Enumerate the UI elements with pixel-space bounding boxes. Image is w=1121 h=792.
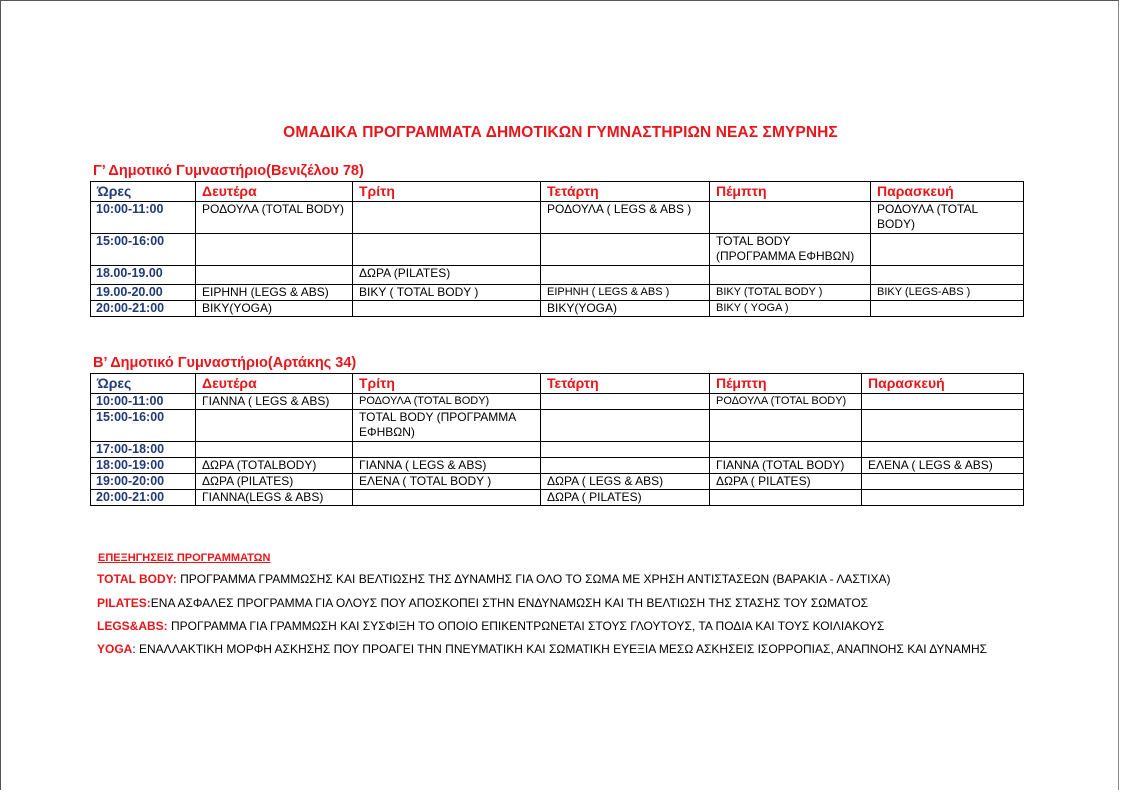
gym1-header-wednesday: Τετάρτη [541, 182, 710, 202]
class-cell [196, 442, 353, 458]
class-cell [541, 458, 710, 474]
class-cell: TOTAL BODY (ΠΡΟΓΡΑΜΜΑ ΕΦΗΒΩΝ) [710, 234, 871, 266]
class-cell [871, 266, 1024, 285]
class-cell: ΡΟΔΟΥΛΑ ( LEGS & ABS ) [541, 202, 710, 234]
time-cell: 18.00-19.00 [91, 266, 196, 285]
class-cell [353, 202, 541, 234]
class-cell: ΒΙΚΥ (TOTAL BODY ) [710, 285, 871, 301]
gym1-header-row [91, 182, 1024, 202]
time-cell: 10:00-11:00 [91, 394, 196, 410]
time-cell: 10:00-11:00 [91, 202, 196, 234]
explanation-text: ΠΡΟΓΡΑΜΜΑ ΓΙΑ ΓΡΑΜΜΩΣΗ ΚΑΙ ΣΥΣΦΙΞΗ ΤΟ ΟΠΟΙΟ ΕΠΙΚΕΝΤΡΩΝΕΤΑΙ ΣΤΟΥΣ ΓΛΟΥΤΟΥΣ, ΤΑ ΠΟΔΙΑ ΚΑΙ ΤΟΥΣ ΚΟΙΛΙΑΚΟΥΣ [167, 619, 885, 633]
gym1-header-hours: Ώρες [91, 182, 196, 202]
time-cell: 19:00-20:00 [91, 474, 196, 490]
class-cell [710, 410, 862, 442]
table-row [91, 474, 1024, 490]
gym2-header-monday: Δευτέρα [196, 374, 353, 394]
class-cell: ΕΙΡΗΝΗ (LEGS & ABS) [196, 285, 353, 301]
class-cell [871, 234, 1024, 266]
class-cell: ΔΩΡΑ ( LEGS & ABS) [541, 474, 710, 490]
explanation-yoga [97, 642, 987, 656]
class-cell: ΓΙΑΝΝΑ ( LEGS & ABS) [353, 458, 541, 474]
class-cell: ΒΙΚΥ ( YOGA ) [710, 301, 871, 317]
class-cell [871, 301, 1024, 317]
gym1-heading: Γ’ Δημοτικό Γυμναστήριο(Βενιζέλου 78) [93, 163, 364, 179]
explanation-text: ΕΝΑ ΑΣΦΑΛΕΣ ΠΡΟΓΡΑΜΜΑ ΓΙΑ ΟΛΟΥΣ ΠΟΥ ΑΠΟΣΚΟΠΕΙ ΣΤΗΝ ΕΝΔΥΝΑΜΩΣΗ ΚΑΙ ΤΗ ΒΕΛΤΙΩΣΗ ΤΗΣ ΣΤΑΣΗΣ ΤΟΥ ΣΩΜΑΤΟΣ [150, 596, 869, 610]
class-cell [862, 394, 1024, 410]
class-cell [862, 442, 1024, 458]
class-cell: ΡΟΔΟΥΛΑ (TOTAL BODY) [353, 394, 541, 410]
explanation-term: PILATES: [97, 596, 151, 610]
time-cell: 18:00-19:00 [91, 458, 196, 474]
gym1-header-thursday: Πέμπτη [710, 182, 871, 202]
class-cell: ΕΛΕΝΑ ( LEGS & ABS) [862, 458, 1024, 474]
class-cell: ΕΙΡΗΝΗ ( LEGS & ABS ) [541, 285, 710, 301]
time-cell: 19.00-20.00 [91, 285, 196, 301]
table-row [91, 410, 1024, 442]
explanation-text: ΠΡΟΓΡΑΜΜΑ ΓΡΑΜΜΩΣΗΣ ΚΑΙ ΒΕΛΤΙΩΣΗΣ ΤΗΣ ΔΥΝΑΜΗΣ ΓΙΑ ΟΛΟ ΤΟ ΣΩΜΑ ΜΕ ΧΡΗΣΗ ΑΝΤΙΣΤΑΣΕΩΝ (ΒΑΡΑΚΙΑ - ΛΑΣΤΙΧΑ) [176, 572, 891, 586]
table-row [91, 394, 1024, 410]
gym2-heading: Β’ Δημοτικό Γυμναστήριο(Αρτάκης 34) [93, 355, 357, 371]
explanation-term: YOGA [97, 642, 133, 656]
table-row [91, 285, 1024, 301]
class-cell: ΔΩΡΑ (PILATES) [196, 474, 353, 490]
explanation-pilates [97, 596, 868, 610]
time-cell: 17:00-18:00 [91, 442, 196, 458]
explanations-title: ΕΠΕΞΗΓΗΣΕΙΣ ΠΡΟΓΡΑΜΜΑΤΩΝ [98, 552, 271, 564]
table-row [91, 442, 1024, 458]
class-cell: ΒΙΚΥ(YOGA) [196, 301, 353, 317]
class-cell [710, 490, 862, 506]
gym2-header-friday: Παρασκευή [862, 374, 1024, 394]
class-cell: ΔΩΡΑ (TOTALBODY) [196, 458, 353, 474]
explanation-term: LEGS&ABS: [97, 619, 168, 633]
explanation-term: TOTAL BODY: [97, 572, 177, 586]
gym2-header-hours: Ώρες [91, 374, 196, 394]
class-cell [541, 234, 710, 266]
time-cell: 15:00-16:00 [91, 410, 196, 442]
class-cell [353, 301, 541, 317]
class-cell [862, 410, 1024, 442]
class-cell [196, 266, 353, 285]
class-cell [710, 202, 871, 234]
class-cell [353, 234, 541, 266]
class-cell [353, 490, 541, 506]
class-cell: ΔΩΡΑ ( PILATES) [710, 474, 862, 490]
gym2-header-tuesday: Τρίτη [353, 374, 541, 394]
explanation-total-body [97, 572, 890, 586]
explanation-legs-abs [97, 619, 884, 633]
class-cell: ΓΙΑΝΝΑ (TOTAL BODY) [710, 458, 862, 474]
gym1-header-tuesday: Τρίτη [353, 182, 541, 202]
table-row [91, 458, 1024, 474]
table-row [91, 266, 1024, 285]
class-cell: ΒΙΚΥ (LEGS-ABS ) [871, 285, 1024, 301]
class-cell [862, 490, 1024, 506]
class-cell [196, 234, 353, 266]
class-cell: TOTAL BODY (ΠΡΟΓΡΑΜΜΑ ΕΦΗΒΩΝ) [353, 410, 541, 442]
class-cell [541, 410, 710, 442]
class-cell: ΓΙΑΝΝΑ ( LEGS & ABS) [196, 394, 353, 410]
table-row [91, 234, 1024, 266]
class-cell [710, 266, 871, 285]
class-cell [541, 442, 710, 458]
document-title: ΟΜΑΔΙΚΑ ΠΡΟΓΡΑΜΜΑΤΑ ΔΗΜΟΤΙΚΩΝ ΓΥΜΝΑΣΤΗΡΙΩΝ ΝΕΑΣ ΣΜΥΡΝΗΣ [283, 124, 838, 141]
class-cell: ΕΛΕΝΑ ( TOTAL BODY ) [353, 474, 541, 490]
gym2-header-row [91, 374, 1024, 394]
class-cell: ΡΟΔΟΥΛΑ (TOTAL BODY) [871, 202, 1024, 234]
table-row [91, 202, 1024, 234]
class-cell [541, 266, 710, 285]
class-cell: ΔΩΡΑ ( PILATES) [541, 490, 710, 506]
gym2-header-thursday: Πέμπτη [710, 374, 862, 394]
class-cell [710, 442, 862, 458]
class-cell [862, 474, 1024, 490]
class-cell: ΒΙΚΥ ( TOTAL BODY ) [353, 285, 541, 301]
gym1-schedule-table [90, 181, 1024, 317]
class-cell: ΡΟΔΟΥΛΑ (TOTAL BODY) [710, 394, 862, 410]
class-cell [541, 394, 710, 410]
class-cell: ΒΙΚΥ(YOGA) [541, 301, 710, 317]
time-cell: 20:00-21:00 [91, 490, 196, 506]
gym1-header-friday: Παρασκευή [871, 182, 1024, 202]
class-cell [196, 410, 353, 442]
time-cell: 15:00-16:00 [91, 234, 196, 266]
table-row [91, 490, 1024, 506]
gym2-header-wednesday: Τετάρτη [541, 374, 710, 394]
table-row [91, 301, 1024, 317]
gym2-schedule-table [90, 373, 1024, 506]
time-cell: 20:00-21:00 [91, 301, 196, 317]
class-cell: ΡΟΔΟΥΛΑ (TOTAL BODY) [196, 202, 353, 234]
class-cell: ΓΙΑΝΝΑ(LEGS & ABS) [196, 490, 353, 506]
gym1-header-monday: Δευτέρα [196, 182, 353, 202]
class-cell [353, 442, 541, 458]
explanation-text: : ΕΝΑΛΛΑΚΤΙΚΗ ΜΟΡΦΗ ΑΣΚΗΣΗΣ ΠΟΥ ΠΡΟΑΓΕΙ ΤΗΝ ΠΝΕΥΜΑΤΙΚΗ ΚΑΙ ΣΩΜΑΤΙΚΗ ΕΥΕΞΙΑ ΜΕΣΩ ΑΣΚΗΣΕΙΣ ΙΣΟΡΡΟΠΙΑΣ, ΑΝΑΠΝΟΗΣ ΚΑΙ ΔΥΝΑΜΗΣ [132, 642, 988, 656]
class-cell: ΔΩΡΑ (PILATES) [353, 266, 541, 285]
